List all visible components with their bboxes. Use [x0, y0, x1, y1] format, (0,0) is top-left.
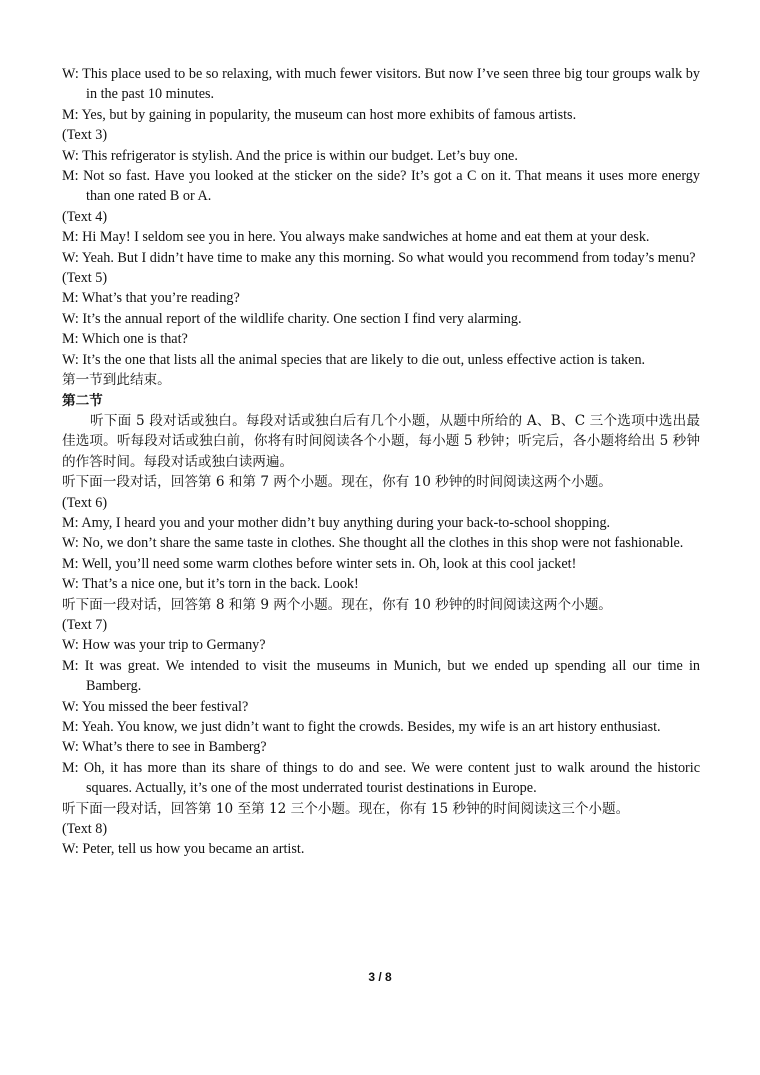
instruction-line: 第一节到此结束。 [62, 372, 171, 389]
dialogue-line: W: It’s the one that lists all the animal species that are likely to die out, unless effective action is taken. [62, 351, 646, 368]
dialogue-line: M: It was great. We intended to visit the museums in Munich, but we ended up spending all our time in Bamberg. [62, 657, 700, 695]
listening-script-text [62, 64, 700, 860]
section-instructions: 听下面 5 段对话或独白。每段对话或独白后有几个小题，从题中所给的 A、B、C 三个选项中选出最佳选项。听每段对话或独白前，你将有时间阅读各个小题，每小题 5 秒钟；听完后，各小题将给出 5 秒钟的作答时间。每段对话或独白读两遍。 [62, 412, 700, 470]
dialogue-line: M: Amy, I heard you and your mother didn’t buy anything during your back-to-school shopping. [62, 514, 611, 531]
page-number: 3 / 8 [368, 970, 392, 984]
dialogue-line: W: No, we don’t share the same taste in clothes. She thought all the clothes in this shop were not fashionable. [62, 535, 684, 552]
dialogue-line: W: You missed the beer festival? [62, 698, 249, 715]
dialogue-line: M: Yeah. You know, we just didn’t want to fight the crowds. Besides, my wife is an art history enthusiast. [62, 719, 661, 735]
dialogue-line: M: Hi May! I seldom see you in here. You always make sandwiches at home and eat them at your desk. [62, 229, 650, 246]
instruction-line: 听下面一段对话，回答第 10 至第 12 三个小题。现在，你有 15 秒钟的时间阅读这三个小题。 [62, 800, 630, 817]
dialogue-line: W: What’s there to see in Bamberg? [62, 739, 267, 756]
text-label: (Text 5) [62, 270, 108, 287]
text-label: (Text 8) [62, 821, 108, 838]
dialogue-line: M: Which one is that? [62, 331, 188, 348]
instruction-line: 听下面一段对话，回答第 8 和第 9 两个小题。现在，你有 10 秒钟的时间阅读这两个小题。 [62, 596, 612, 613]
dialogue-line: W: That’s a nice one, but it’s torn in the back. Look! [62, 576, 359, 593]
text-label: (Text 7) [62, 616, 108, 633]
dialogue-line: W: How was your trip to Germany? [62, 637, 266, 654]
dialogue-line: W: This place used to be so relaxing, with much fewer visitors. But now I’ve seen three big tour groups walk by in the past 10 minutes. [62, 66, 700, 103]
dialogue-line: M: Oh, it has more than its share of things to do and see. We were content just to walk around the historic squares. Actually, it’s one of the most underrated tourist destinations in Europe. [62, 759, 700, 797]
dialogue-line: W: Yeah. But I didn’t have time to make any this morning. So what would you recommend from today’s menu? [62, 249, 696, 266]
instruction-line: 听下面一段对话，回答第 6 和第 7 两个小题。现在，你有 10 秒钟的时间阅读这两个小题。 [62, 474, 612, 491]
dialogue-line: M: Not so fast. Have you looked at the sticker on the side? It’s got a C on it. That means it uses more energy than one rated B or A. [62, 168, 700, 205]
dialogue-line: M: Well, you’ll need some warm clothes before winter sets in. Oh, look at this cool jacket! [62, 555, 577, 572]
text-label: (Text 4) [62, 208, 108, 225]
dialogue-line: W: It’s the annual report of the wildlife charity. One section I find very alarming. [62, 310, 522, 327]
dialogue-line: W: This refrigerator is stylish. And the price is within our budget. Let’s buy one. [62, 147, 518, 164]
dialogue-line: W: Peter, tell us how you became an artist. [62, 841, 305, 858]
text-label: (Text 3) [62, 127, 108, 144]
dialogue-line: M: Yes, but by gaining in popularity, the museum can host more exhibits of famous artists. [62, 106, 577, 123]
section-heading: 第二节 [62, 392, 103, 409]
dialogue-line: M: What’s that you’re reading? [62, 290, 240, 307]
text-label: (Text 6) [62, 494, 108, 511]
